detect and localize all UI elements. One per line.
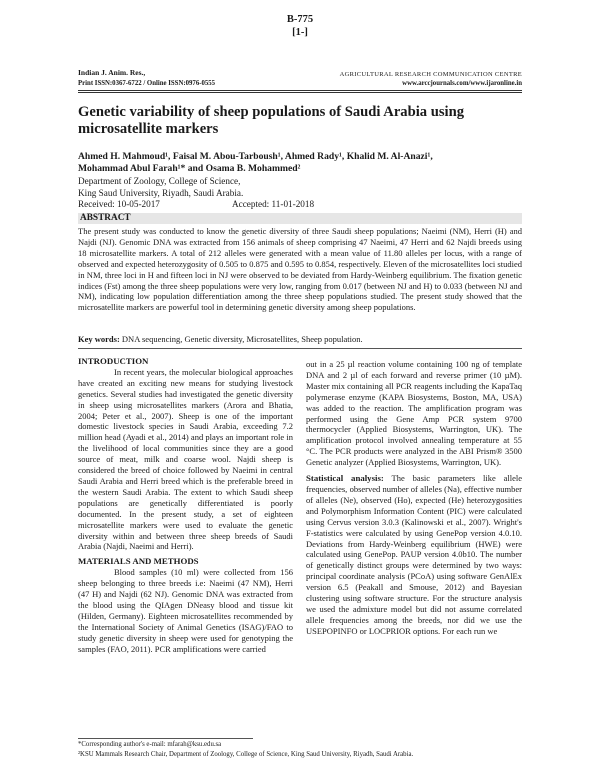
header-divider-2 (78, 92, 522, 93)
journal-name: Indian J. Anim. Res., (78, 68, 146, 77)
header-divider (78, 90, 522, 91)
intro-paragraph: In recent years, the molecular biological approaches have created an exciting new means for studying livestock genetics. Several studies had investigated the genetic diversity in sheep using microsatellites markers (Arora and Bhatia, 2004; Peter et al., 2007). Sheep is one of the important domestic livestock species in Saudi Arabia, exceeding 7.2 million head (Ayadi et al., 2014) and plays an important role in the livelihood of local communities since they are a good source of meat, milk and coarse wool. Najdi sheep is considered the breed of choice followed by Naeimi in central Saudi Arabia and Herri breed which is the preferable breed in the western Saudi Arabia. The extent to which Saudi sheep populations are genetically differentiated is poorly documented. In the present study, a set of eighteen microsatellite markers were used to evaluate the genetic diversity within and between three sheep breeds of Saudi Arabia (Najdi, Naeimi and Herri). (78, 366, 293, 552)
abstract-heading: ABSTRACT (78, 213, 522, 224)
authors-line-2: Mohammad Abul Farah¹* and Osama B. Mohammed² (78, 163, 301, 174)
footnote-chair: ²KSU Mammals Research Chair, Department of Zoology, College of Science, King Saud University, Riyadh, Saudi Arabia. (78, 751, 414, 758)
affiliation (78, 176, 526, 199)
keywords-list: DNA sequencing, Genetic diversity, Microsatellites, Sheep population. (121, 334, 363, 344)
right-column (306, 359, 522, 637)
stats-heading: Statistical analysis: (306, 473, 384, 484)
article-title: Genetic variability of sheep populations of Saudi Arabia using microsatellite markers (78, 104, 464, 137)
journal-website: www.arccjournals.com/www.ijaronline.in (402, 80, 522, 87)
authors-line-1: Ahmed H. Mahmoud¹, Faisal M. Abou-Tarboush¹, Ahmed Rady¹, Khalid M. Al-Anazi¹, (78, 151, 433, 162)
accepted-date: Accepted: 11-01-2018 (232, 199, 315, 209)
author-list (78, 151, 526, 175)
issn-line: Print ISSN:0367-6722 / Online ISSN:0976-0555 (78, 80, 216, 87)
footnote-corresponding: *Corresponding author's e-mail: mfarah@ksu.edu.sa (78, 741, 222, 748)
stats-paragraph (306, 473, 522, 637)
left-column (78, 356, 293, 654)
footnote-divider (78, 738, 253, 739)
keywords-row (78, 334, 522, 345)
stats-text: The basic parameters like allele frequencies, observed number of alleles (Na), effective number of alleles (Ne), observed (Ho), expected (He) heterozygosities and Polymorphism Information Content (PIC) were calculated using Cervus version 3.0.3 (Kalinowski et al., 2007). Wright's F-statistics were calculated by using GenePop version 4.0.10. Deviations from Hardy-Weinberg equilibrium (HWE) were calculated using GenePop. PAUP version 4.0b10. The number of genetically distinct groups were determined by two ways: principal coordinate analysis (PCoA) using software GenAlEx version 6.5 (Peakall and Smouse, 2012) and Bayesian clustering using software structure. For the structure analysis we used the admixture model but did not assume correlated allele frequencies among the breeds, nor did we use the USEPOPINFO or LOCPRIOR options. For each run we (306, 473, 522, 636)
intro-heading: INTRODUCTION (78, 356, 149, 366)
received-date: Received: 10-05-2017 (78, 199, 160, 209)
article-id: B-775 (286, 14, 314, 25)
methods-paragraph: Blood samples (10 ml) were collected from 156 sheep belonging to three breeds i.e: Naeimi (47 NM), Herri (47 H) and Najdi (62 NJ). Genomic DNA was extracted from the blood using the QIAgen DNeasy blood and tissue kit (Hilden, Germany). Eighteen microsatellites recommended by the International Society of Animal Genetics (ISAG)/FAO to study genetic diversity in sheep were used for genotyping the samples (FAO, 2011). PCR amplifications were carried (78, 567, 293, 654)
abstract-text: The present study was conducted to know the genetic diversity of three Saudi sheep populations; Naeimi (NM), Herri (H) and Najdi (NJ). Genomic DNA was extracted from 156 animals of sheep comprising 47 Naeimi, 47 Herri and 62 Najdi breeds using 18 microsatellite markers. A total of 212 alleles were generated with a mean value of 11.80 alleles per locus, with a range of observed and expected heterozygosity of 0.505 to 0.875 and 0.595 to 0.854, respectively. Eleven of the microsatellites loci studied in NM, three loci in H and fifteen loci in NJ were observed to be deviated from Hardy-Weinberg equilibrium. The fixation genetic indices (Fst) among the three sheep populations were very low, ranging from 0.017 (between NJ and H) to 0.033 (between NJ and NM), indicating low population differentiation among the three sheep populations studied. The present study showed that the microsatellite markers are powerful tool in determining genetic diversity among sheep populations. (78, 226, 522, 313)
affiliation-line-1: Department of Zoology, College of Science, (78, 176, 241, 186)
affiliation-line-2: King Saud University, Riyadh, Saudi Arabia. (78, 187, 244, 198)
keywords-label: Key words: (78, 334, 120, 344)
page-ref: [1-] (292, 27, 308, 38)
publisher-name: AGRICULTURAL RESEARCH COMMUNICATION CENTRE (339, 71, 522, 78)
keywords-divider (78, 348, 522, 349)
methods-heading: MATERIALS AND METHODS (78, 556, 199, 567)
methods-continued-paragraph: out in a 25 µl reaction volume containing 100 ng of template DNA and 2 µl of each forward and reverse primer (10 µM). Master mix containing all PCR reagents including the KapaTaq polymerase enzyme (KAPA Biosystems, Boston, MA, USA) was added to the reaction. The amplification program was performed using the Gene Amp PCR system 9700 thermocycler (Applied Biosystems, Warrington, UK). The amplification protocol involved annealing temperature at 55 °C. The PCR products were analyzed in the ABI Prism® 3500 Genetic analyzer (Applied Biosystems, Warrington, UK). (306, 359, 522, 468)
